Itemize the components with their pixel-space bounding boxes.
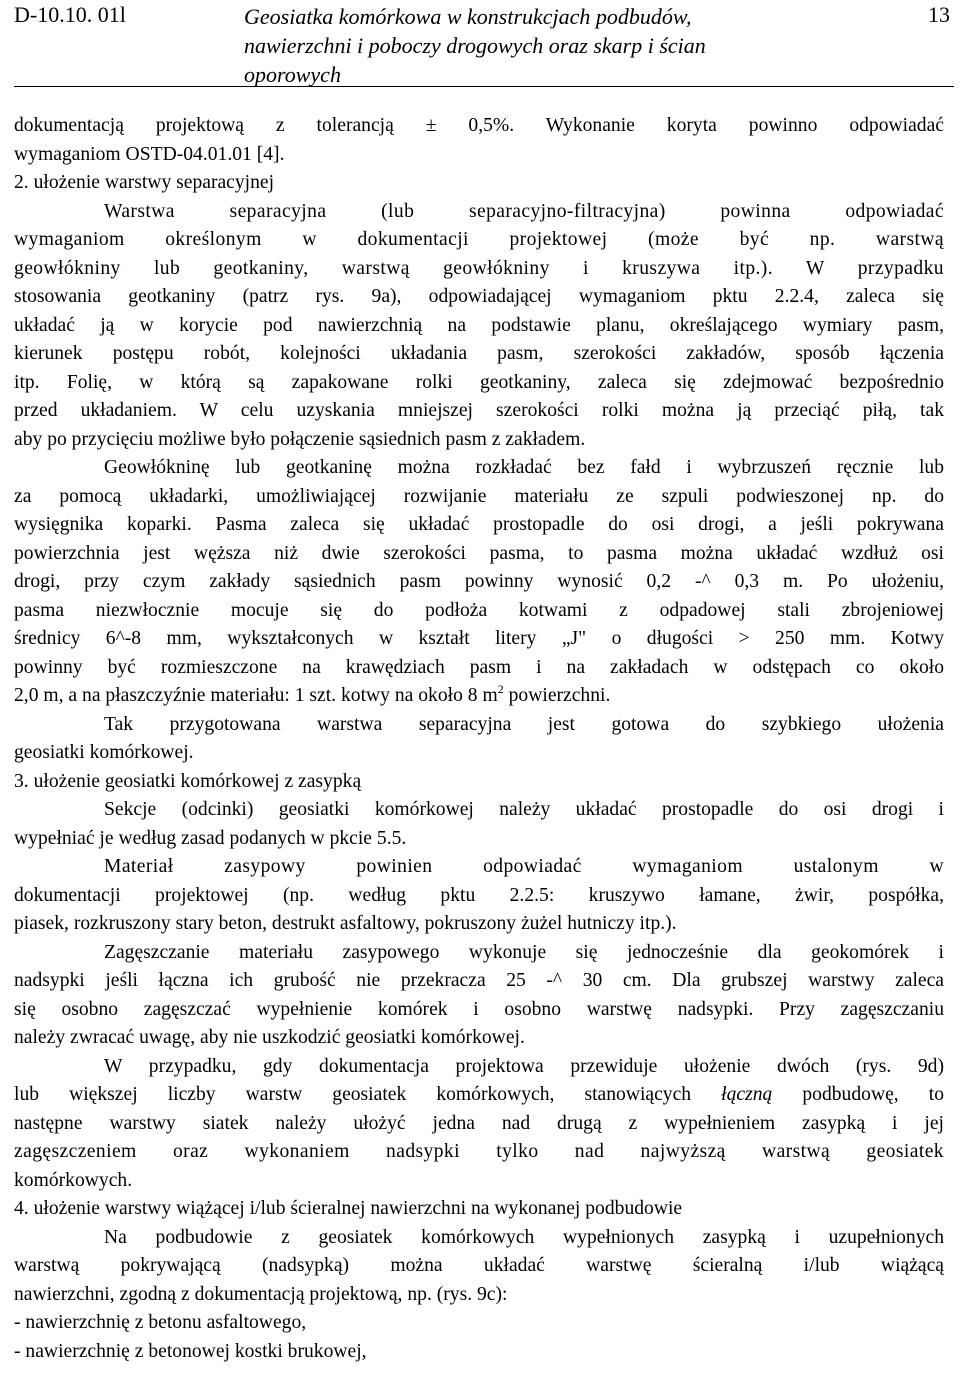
text-line: stosowania geotkaniny (patrz rys. 9a), odpowiadającej wymaganiom pktu 2.2.4, zaleca się: [14, 286, 944, 307]
section-heading: 3. ułożenie geosiatki komórkowej z zasypką: [14, 770, 362, 792]
text-line: wypełniać je według zasad podanych w pkcie 5.5.: [14, 827, 407, 849]
document-code: D-10.10. 01l: [14, 2, 126, 27]
text-line: Sekcje (odcinki) geosiatki komórkowej należy układać prostopadle do osi drogi i: [104, 799, 944, 820]
text-fragment: 2,0 m, a na płaszczyźnie materiału: 1 szt. kotwy na około 8 m: [14, 685, 498, 706]
text-line: aby po przycięciu możliwe było połączenie sąsiednich pasm z zakładem.: [14, 428, 586, 450]
text-line: [14, 682, 944, 711]
text-line: powierzchnia jest węższa niż dwie szerokości pasma, to pasma można układać wzdłuż osi: [14, 542, 944, 564]
section-heading: 2. ułożenie warstwy separacyjnej: [14, 172, 275, 193]
page-number: 13: [928, 2, 950, 27]
list-item: - nawierzchnię z betonowej kostki brukowej,: [14, 1340, 367, 1362]
text-line: za pomocą układarki, umożliwiającej rozwijanie materiału ze szpuli podwieszonej np. do: [14, 485, 944, 507]
text-line: nawierzchni, zgodną z dokumentacją projektową, np. (rys. 9c):: [14, 1283, 508, 1305]
text-line: wysięgnika koparki. Pasma zaleca się układać prostopadle do osi drogi, a jeśli pokrywana: [14, 514, 944, 535]
text-line: drogi, przy czym zakłady sąsiednich pasm powinny wynosić 0,2 -^ 0,3 m. Po ułożeniu,: [14, 571, 944, 592]
text-line: układać ją w korycie pod nawierzchnią na podstawie planu, określającego wymiary pasm,: [14, 314, 944, 336]
text-line: W przypadku, gdy dokumentacja projektowa przewiduje ułożenie dwóch (rys. 9d): [104, 1055, 944, 1077]
text-line: Materiał zasypowy powinien odpowiadać wymaganiom ustalonym w: [104, 856, 944, 877]
text-line: zagęszczeniem oraz wykonaniem nadsypki tylko nad najwyższą warstwą geosiatek: [14, 1141, 944, 1162]
text-fragment: podbudowę, to: [772, 1084, 944, 1105]
text-line: następne warstwy siatek należy ułożyć jedna nad drugą z wypełnieniem zasypką i jej: [14, 1112, 944, 1134]
title-line: oporowych: [244, 62, 341, 87]
text-line: Geowłókninę lub geotkaninę można rozkładać bez fałd i wybrzuszeń ręcznie lub: [104, 457, 944, 478]
text-line: nadsypki jeśli łączna ich grubość nie przekracza 25 -^ 30 cm. Dla grubszej warstwy zaleca: [14, 970, 944, 991]
text-line: średnicy 6^-8 mm, wykształconych w kształt litery „J" o długości > 250 mm. Kotwy: [14, 628, 944, 649]
text-line: warstwą pokrywającą (nadsypką) można układać warstwę ścieralną i/lub wiążącą: [14, 1255, 944, 1276]
list-item: - nawierzchnię z betonu asfaltowego,: [14, 1312, 307, 1333]
superscript: 2: [497, 682, 504, 696]
text-line: geosiatki komórkowej.: [14, 742, 194, 763]
text-line: wymaganiom OSTD-04.01.01 [4].: [14, 143, 285, 165]
text-line: dokumentacją projektową z tolerancją ± 0,5%. Wykonanie koryta powinno odpowiadać: [14, 115, 944, 136]
document-body: [14, 112, 944, 1366]
title-line: Geosiatka komórkowa w konstrukcjach podbudów,: [244, 4, 692, 29]
text-line: geowłókniny lub geotkaniny, warstwą geowłókniny i kruszywa itp.). W przypadku: [14, 257, 944, 279]
text-line: itp. Folię, w którą są zapakowane rolki geotkaniny, zaleca się zdejmować bezpośrednio: [14, 371, 944, 393]
text-line: Zagęszczanie materiału zasypowego wykonuje się jednocześnie dla geokomórek i: [104, 941, 944, 963]
text-line: Tak przygotowana warstwa separacyjna jest gotowa do szybkiego ułożenia: [104, 713, 944, 735]
text-fragment: lub większej liczby warstw geosiatek komórkowych, stanowiących: [14, 1084, 722, 1105]
text-line: powinny być rozmieszczone na krawędziach pasm i na zakładach w odstępach co około: [14, 656, 944, 678]
section-heading: 4. ułożenie warstwy wiążącej i/lub ścieralnej nawierzchni na wykonanej podbudowie: [14, 1198, 683, 1219]
text-line: Na podbudowie z geosiatek komórkowych wypełnionych zasypką i uzupełnionych: [104, 1226, 944, 1248]
emphasis-text: łączną: [721, 1084, 773, 1105]
text-line: komórkowych.: [14, 1169, 133, 1191]
text-line: Warstwa separacyjna (lub separacyjno-filtracyjna) powinna odpowiadać: [104, 200, 944, 222]
title-line: nawierzchni i poboczy drogowych oraz skarp i ścian: [244, 33, 706, 58]
text-line: [14, 1081, 944, 1110]
text-line: należy zwracać uwagę, aby nie uszkodzić geosiatki komórkowej.: [14, 1027, 525, 1048]
text-fragment: powierzchni.: [503, 685, 611, 706]
text-line: wymaganiom określonym w dokumentacji projektowej (może być np. warstwą: [14, 229, 944, 250]
page-header: [14, 0, 954, 87]
text-line: przed układaniem. W celu uzyskania mniejszej szerokości rolki można ją przeciąć piłą, tak: [14, 400, 944, 421]
text-line: się osobno zagęszczać wypełnienie komórek i osobno warstwę nadsypki. Przy zagęszczaniu: [14, 998, 944, 1020]
text-line: piasek, rozkruszony stary beton, destrukt asfaltowy, pokruszony żużel hutniczy itp.).: [14, 913, 677, 934]
text-line: pasma niezwłocznie mocuje się do podłoża kotwami z odpadowej stali zbrojeniowej: [14, 599, 944, 621]
text-line: kierunek postępu robót, kolejności układania pasm, szerokości zakładów, sposób łączenia: [14, 343, 944, 364]
document-title: [244, 2, 706, 89]
text-line: dokumentacji projektowej (np. według pktu 2.2.5: kruszywo łamane, żwir, pospółka,: [14, 884, 944, 906]
